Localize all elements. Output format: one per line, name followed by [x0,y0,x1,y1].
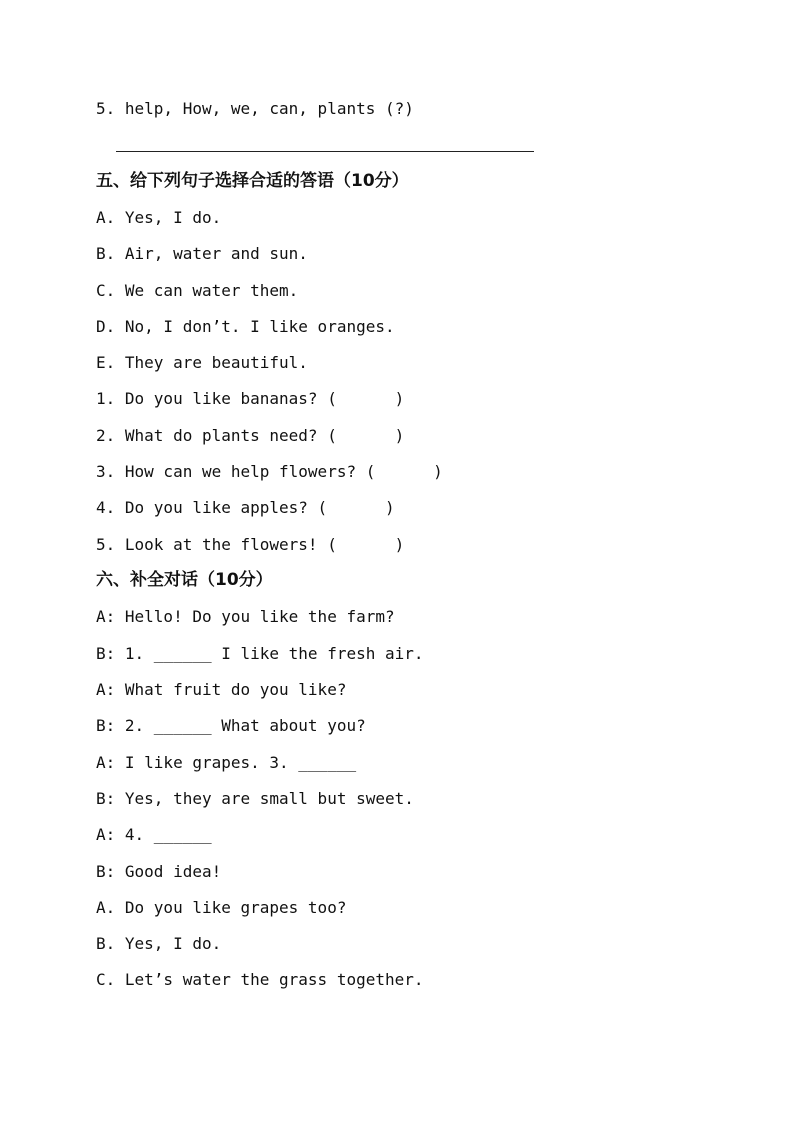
question-1: 1. Do you like bananas? ( ) [96,389,405,408]
answer-option-a: A. Yes, I do. [96,208,222,227]
dialogue-option-b: B. Yes, I do. [96,934,222,953]
dialogue-option-c: C. Let’s water the grass together. [96,970,424,989]
question-2: 2. What do plants need? ( ) [96,426,405,445]
dialogue-line-2: B: 1. ______ I like the fresh air. [96,644,424,663]
dialogue-line-3: A: What fruit do you like? [96,680,347,699]
dialogue-line-4: B: 2. ______ What about you? [96,716,366,735]
question-4: 4. Do you like apples? ( ) [96,498,395,517]
dialogue-line-5: A: I like grapes. 3. ______ [96,753,357,772]
answer-line [116,151,534,152]
section-5-heading: 五、给下列句子选择合适的答语（10分） [96,171,409,191]
sentence-reorder-item-5: 5. help, How, we, can, plants (?) [96,99,414,118]
dialogue-option-a: A. Do you like grapes too? [96,898,347,917]
dialogue-line-8: B: Good idea! [96,862,222,881]
answer-option-e: E. They are beautiful. [96,353,308,372]
dialogue-line-1: A: Hello! Do you like the farm? [96,607,395,626]
section-6-heading: 六、补全对话（10分） [96,570,273,590]
answer-option-d: D. No, I don’t. I like oranges. [96,317,395,336]
dialogue-line-7: A: 4. ______ [96,825,212,844]
question-3: 3. How can we help flowers? ( ) [96,462,443,481]
answer-option-c: C. We can water them. [96,281,299,300]
answer-option-b: B. Air, water and sun. [96,244,308,263]
dialogue-line-6: B: Yes, they are small but sweet. [96,789,414,808]
question-5: 5. Look at the flowers! ( ) [96,535,405,554]
